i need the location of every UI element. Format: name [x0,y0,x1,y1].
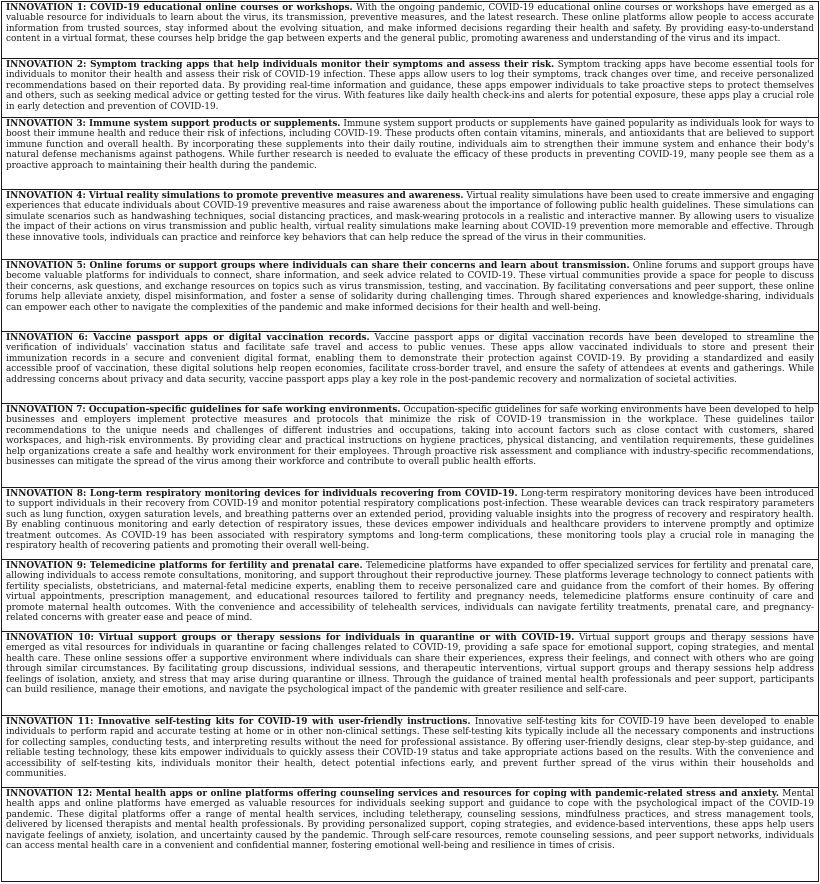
innovation-body: Symptom tracking apps have become essential tools for individuals to monitor their health and assess their risk of COVID-19 infection. These apps allow users to log their symptoms, track changes over time, and receive personalized recommendations based on their reported data. By providing real-time information and guidance, these apps empower individuals to take proactive steps to protect themselves and others, such as seeking medical advice or getting tested for the virus. With features like daily health check-ins and alerts for potential exposure, these apps play a crucial role in early detection and prevention of COVID-19. [6,60,814,112]
innovation-body: Vaccine passport apps or digital vaccination records have been developed to streamline the verification of individuals' vaccination status and facilitate safe travel and access to public venues. These apps allow vaccinated individuals to store and present their immunization records in a secure and convenient digital format, enabling them to demonstrate their protection against COVID-19. By providing a standardized and easily accessible proof of vaccination, these digital solutions help reopen economies, facilitate cross-border travel, and ensure the safety of attendees at events and gatherings. While addressing concerns about privacy and data security, vaccine passport apps play a key role in the post-pandemic recovery and normalization of societal activities. [6,333,814,385]
innovation-1 [2,2,818,59]
innovation-8 [2,488,818,560]
innovation-heading: INNOVATION 4: Virtual reality simulations to promote preventive measures and awareness. [6,191,464,201]
innovation-body: Long-term respiratory monitoring devices have been introduced to support individuals in their recovery from COVID-19 and monitor potential respiratory complications post-infection. These wearable devices can track respiratory parameters such as lung function, oxygen saturation levels, and breathing patterns over an extended period, providing valuable insights into the progress of recovery and respiratory health. By enabling continuous monitoring and early detection of respiratory issues, these devices empower individuals and healthcare providers to intervene promptly and optimize treatment outcomes. As COVID-19 has been associated with respiratory symptoms and long-term complications, these monitoring tools play a crucial role in managing the respiratory health of recovering patients and promoting their overall well-being. [6,489,814,552]
innovation-9 [2,560,818,632]
innovation-heading: INNOVATION 8: Long-term respiratory monitoring devices for individuals recovering from COVID-19. [6,489,518,499]
innovation-body: Immune system support products or supplements have gained popularity as individuals look for ways to boost their immune health and reduce their risk of infections, including COVID-19. These products often contain vitamins, minerals, and antioxidants that are believed to support immune function and overall health. By incorporating these supplements into their daily routine, individuals aim to strengthen their immune system and enhance their body's natural defense mechanisms against pathogens. While further research is needed to evaluate the efficacy of these products in preventing COVID-19, many people see them as a proactive approach to maintaining their health during the pandemic. [6,119,814,171]
innovation-heading: INNOVATION 9: Telemedicine platforms for fertility and prenatal care. [6,561,363,571]
innovation-11 [2,716,818,788]
innovation-3 [2,118,818,190]
innovation-body: Telemedicine platforms have expanded to offer specialized services for fertility and prenatal care, allowing individuals to access remote consultations, monitoring, and support throughout their reproductive journey. These platforms leverage technology to connect patients with fertility specialists, obstetricians, and maternal-fetal medicine experts, enabling them to receive personalized care and guidance from the comfort of their homes. By offering virtual appointments, prescription management, and educational resources tailored to fertility and pregnancy needs, telemedicine platforms ensure continuity of care and promote maternal health outcomes. With the convenience and accessibility of telehealth services, individuals can navigate fertility treatments, prenatal care, and pregnancy-related concerns with greater ease and peace of mind. [6,561,814,624]
innovations-table [1,1,819,882]
innovation-body: Virtual support groups and therapy sessions have emerged as vital resources for individuals in quarantine or facing challenges related to COVID-19, providing a safe space for emotional support, coping strategies, and mental health care. These online sessions offer a supportive environment where individuals can share their experiences, express their feelings, and connect with others who are going through similar circumstances. By facilitating group discussions, individual sessions, and therapeutic interventions, virtual support groups and therapy sessions help address feelings of isolation, anxiety, and stress that may arise during quarantine or illness. Through the guidance of trained mental health professionals and peer support, participants can build resilience, manage their emotions, and navigate the psychological impact of the pandemic with greater resilience and self-care. [6,633,814,696]
innovation-heading: INNOVATION 2: Symptom tracking apps that help individuals monitor their symptoms and assess their risk. [6,60,555,70]
innovation-6 [2,332,818,404]
innovation-heading: INNOVATION 6: Vaccine passport apps or digital vaccination records. [6,333,370,343]
innovation-7 [2,404,818,488]
innovation-body: Mental health apps and online platforms have emerged as valuable resources for individuals seeking support and guidance to cope with the psychological impact of the COVID-19 pandemic. These digital platforms offer a range of mental health services, including teletherapy, counseling sessions, mindfulness practices, and stress management tools, delivered by licensed therapists and mental health professionals. By providing personalized support, coping strategies, and evidence-based interventions, these apps help users navigate feelings of anxiety, isolation, and uncertainty caused by the pandemic. Through self-care resources, remote counseling sessions, and peer support networks, individuals can access mental health care in a convenient and confidential manner, fostering emotional well-being and resilience in times of crisis. [6,789,814,852]
innovation-heading: INNOVATION 11: Innovative self-testing kits for COVID-19 with user-friendly instructions. [6,717,471,727]
innovation-body: Occupation-specific guidelines for safe working environments have been developed to help businesses and employers implement protective measures and protocols that minimize the risk of COVID-19 transmission in the workplace. These guidelines tailor recommendations to the unique needs and challenges of different industries and occupations, taking into account factors such as close contact with customers, shared workspaces, and high-risk environments. By providing clear and practical instructions on hygiene practices, physical distancing, and ventilation requirements, these guidelines help organizations create a safe and healthy work environment for their employees. Through proactive risk assessment and compliance with industry-specific recommendations, businesses can mitigate the spread of the virus among their workforce and contribute to overall public health efforts. [6,405,814,468]
innovation-5 [2,260,818,332]
innovation-12 [2,788,818,878]
innovation-heading: INNOVATION 1: COVID-19 educational online courses or workshops. [6,3,353,13]
innovation-heading: INNOVATION 7: Occupation-specific guidelines for safe working environments. [6,405,401,415]
innovation-heading: INNOVATION 5: Online forums or support groups where individuals can share their concerns and learn about transmission. [6,261,630,271]
innovation-body: With the ongoing pandemic, COVID-19 educational online courses or workshops have emerged as a valuable resource for individuals to learn about the virus, its transmission, preventive measures, and the latest research. These online platforms allow people to access accurate information from trusted sources, stay informed about the evolving situation, and make informed decisions regarding their health and safety. By providing easy-to-understand content in a virtual format, these courses help bridge the gap between experts and the general public, promoting awareness and understanding of the virus and its impact. [6,3,814,45]
innovation-heading: INNOVATION 12: Mental health apps or online platforms offering counseling services and resources for coping with pandemic-related stress and anxiety. [6,789,779,799]
innovation-body: Innovative self-testing kits for COVID-19 have been developed to enable individuals to perform rapid and accurate testing at home or in other non-clinical settings. These self-testing kits typically include all the necessary components and instructions for collecting samples, conducting tests, and interpreting results without the need for professional assistance. By offering user-friendly designs, clear step-by-step guidance, and reliable testing technology, these kits empower individuals to quickly assess their COVID-19 status and take appropriate actions based on the results. With the convenience and accessibility of self-testing kits, individuals monitor their health, detect potential infections early, and prevent further spread of the virus within their households and communities. [6,717,814,780]
innovation-body: Online forums and support groups have become valuable platforms for individuals to connect, share information, and seek advice related to COVID-19. These virtual communities provide a space for people to discuss their concerns, ask questions, and exchange resources on topics such as virus transmission, testing, and vaccination. By facilitating conversations and peer support, these online forums help alleviate anxiety, dispel misinformation, and foster a sense of solidarity during challenging times. Through shared experiences and knowledge-sharing, individuals can empower each other to navigate the complexities of the pandemic and make informed decisions for their health and well-being. [6,261,814,313]
innovation-heading: INNOVATION 10: Virtual support groups or therapy sessions for individuals in quarantine or with COVID-19. [6,633,575,643]
innovation-heading: INNOVATION 3: Immune system support products or supplements. [6,119,341,129]
innovation-2 [2,59,818,118]
innovation-10 [2,632,818,716]
innovation-body: Virtual reality simulations have been used to create immersive and engaging experiences that educate individuals about COVID-19 preventive measures and raise awareness about the importance of following public health guidelines. These simulations can simulate scenarios such as handwashing techniques, social distancing practices, and mask-wearing protocols in a realistic and interactive manner. By allowing users to visualize the impact of their actions on virus transmission and public health, virtual reality simulations make learning about COVID-19 prevention more memorable and effective. Through these innovative tools, individuals can practice and reinforce key behaviors that can help reduce the spread of the virus in their communities. [6,191,815,243]
innovation-4 [2,190,818,260]
